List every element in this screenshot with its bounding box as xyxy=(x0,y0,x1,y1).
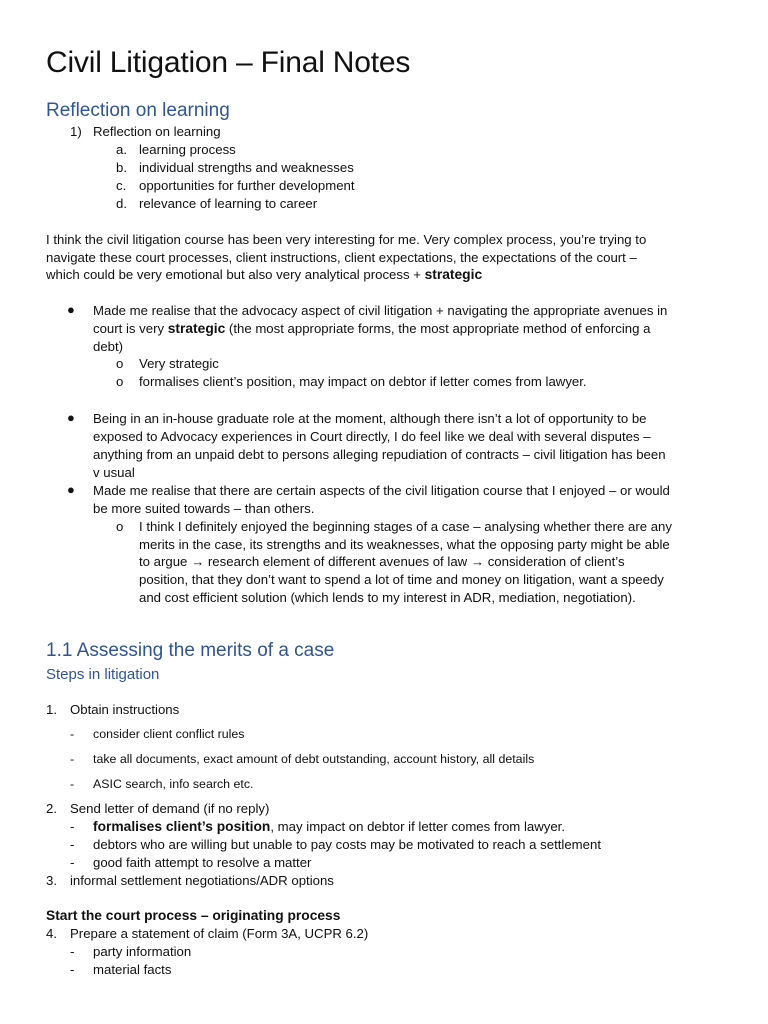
dash-marker: - xyxy=(70,855,75,870)
dash-marker: - xyxy=(70,837,75,852)
sub-bullet-line: merits in the case, its strengths and its weaknesses, what the opposing party might be able xyxy=(139,537,670,552)
dash-marker: - xyxy=(70,962,75,977)
sub-item-marker: d. xyxy=(116,196,127,211)
sub-bullet-line: I think I definitely enjoyed the beginning stages of a case – analysing whether there are any xyxy=(139,519,672,534)
dash-marker: - xyxy=(70,777,75,791)
sub-item: learning process xyxy=(139,142,236,157)
step-item: take all documents, exact amount of debt outstanding, account history, all details xyxy=(93,752,535,766)
arrow-icon: → xyxy=(191,554,205,569)
page-title: Civil Litigation – Final Notes xyxy=(46,46,411,79)
step-item: formalises client’s position, may impact on debtor if letter comes from lawyer. xyxy=(93,819,565,834)
bullet-line: exposed to Advocacy experiences in Court directly, I do feel like we deal with several disputes – xyxy=(93,429,651,444)
list-number: 1) xyxy=(70,124,82,139)
circle-marker: o xyxy=(116,374,124,389)
dash-marker: - xyxy=(70,752,75,766)
arrow-icon: → xyxy=(470,554,485,569)
step-label: Obtain instructions xyxy=(70,702,180,717)
step-label: Send letter of demand (if no reply) xyxy=(70,801,270,816)
bullet-marker: ● xyxy=(67,482,75,497)
bullet-line: Being in an in-house graduate role at the moment, although there isn’t a lot of opportunity to be xyxy=(93,411,647,426)
intro-line: navigate these court processes, client instructions, client expectations, the expectations of the court – xyxy=(46,250,637,265)
bold-text: strategic xyxy=(167,321,226,336)
circle-marker: o xyxy=(116,519,124,534)
sub-item: relevance of learning to career xyxy=(139,196,318,211)
sub-item-marker: b. xyxy=(116,160,127,175)
bullet-marker: ● xyxy=(67,410,75,425)
sub-bullet: Very strategic xyxy=(139,356,219,371)
reflection-heading: Reflection on learning xyxy=(46,100,230,121)
bold-text: formalises client’s position xyxy=(93,819,271,834)
step-item: ASIC search, info search etc. xyxy=(93,777,254,791)
bullet-marker: ● xyxy=(67,302,75,317)
step-item: good faith attempt to resolve a matter xyxy=(93,855,312,870)
intro-line: I think the civil litigation course has been very interesting for me. Very complex process, you’re trying to xyxy=(46,232,647,247)
step-item: material facts xyxy=(93,962,172,977)
bold-text: strategic xyxy=(424,267,483,282)
sub-item-marker: c. xyxy=(116,178,127,193)
step-label: Prepare a statement of claim (Form 3A, UCPR 6.2) xyxy=(70,926,369,941)
bullet-line: Made me realise that the advocacy aspect of civil litigation + navigating the appropriate avenues in xyxy=(93,303,668,318)
sub-bullet-line: position, that they don’t want to spend a lot of time and money on litigation, want a speedy xyxy=(139,572,664,587)
step-item: debtors who are willing but unable to pay costs may be motivated to reach a settlement xyxy=(93,837,601,852)
intro-line: which could be very emotional but also very analytical process + strategic xyxy=(46,267,483,282)
bullet-line: court is very strategic (the most appropriate forms, the most appropriate method of enforcing a xyxy=(93,321,651,336)
step-number: 1. xyxy=(46,702,57,717)
step-item: consider client conflict rules xyxy=(93,727,245,741)
step-item: party information xyxy=(93,944,192,959)
step-label: informal settlement negotiations/ADR options xyxy=(70,873,334,888)
steps-subheading: Steps in litigation xyxy=(46,666,160,683)
dash-marker: - xyxy=(70,819,75,834)
sub-item: individual strengths and weaknesses xyxy=(139,160,354,175)
step-number: 2. xyxy=(46,801,57,816)
merits-heading: 1.1 Assessing the merits of a case xyxy=(46,640,335,661)
sub-bullet-line: and cost efficient solution (which lends to my interest in ADR, mediation, negotiation). xyxy=(139,590,636,605)
bullet-line: be more suited towards – than others. xyxy=(93,501,315,516)
dash-marker: - xyxy=(70,727,75,741)
sub-item: opportunities for further development xyxy=(139,178,355,193)
sub-bullet: formalises client’s position, may impact on debtor if letter comes from lawyer. xyxy=(139,374,587,389)
step-number: 4. xyxy=(46,926,57,941)
court-process-heading: Start the court process – originating process xyxy=(46,908,341,923)
bullet-line: anything from an unpaid debt to persons alleging repudiation of contracts – civil litigation has been xyxy=(93,447,666,462)
list-item-label: Reflection on learning xyxy=(93,124,221,139)
sub-bullet-line: to argue → research element of different avenues of law → consideration of client’s xyxy=(139,554,625,569)
circle-marker: o xyxy=(116,356,124,371)
sub-item-marker: a. xyxy=(116,142,127,157)
dash-marker: - xyxy=(70,944,75,959)
bullet-line: debt) xyxy=(93,339,124,354)
bullet-line: v usual xyxy=(93,465,135,480)
step-number: 3. xyxy=(46,873,57,888)
bullet-line: Made me realise that there are certain aspects of the civil litigation course that I enjoyed – or would xyxy=(93,483,670,498)
